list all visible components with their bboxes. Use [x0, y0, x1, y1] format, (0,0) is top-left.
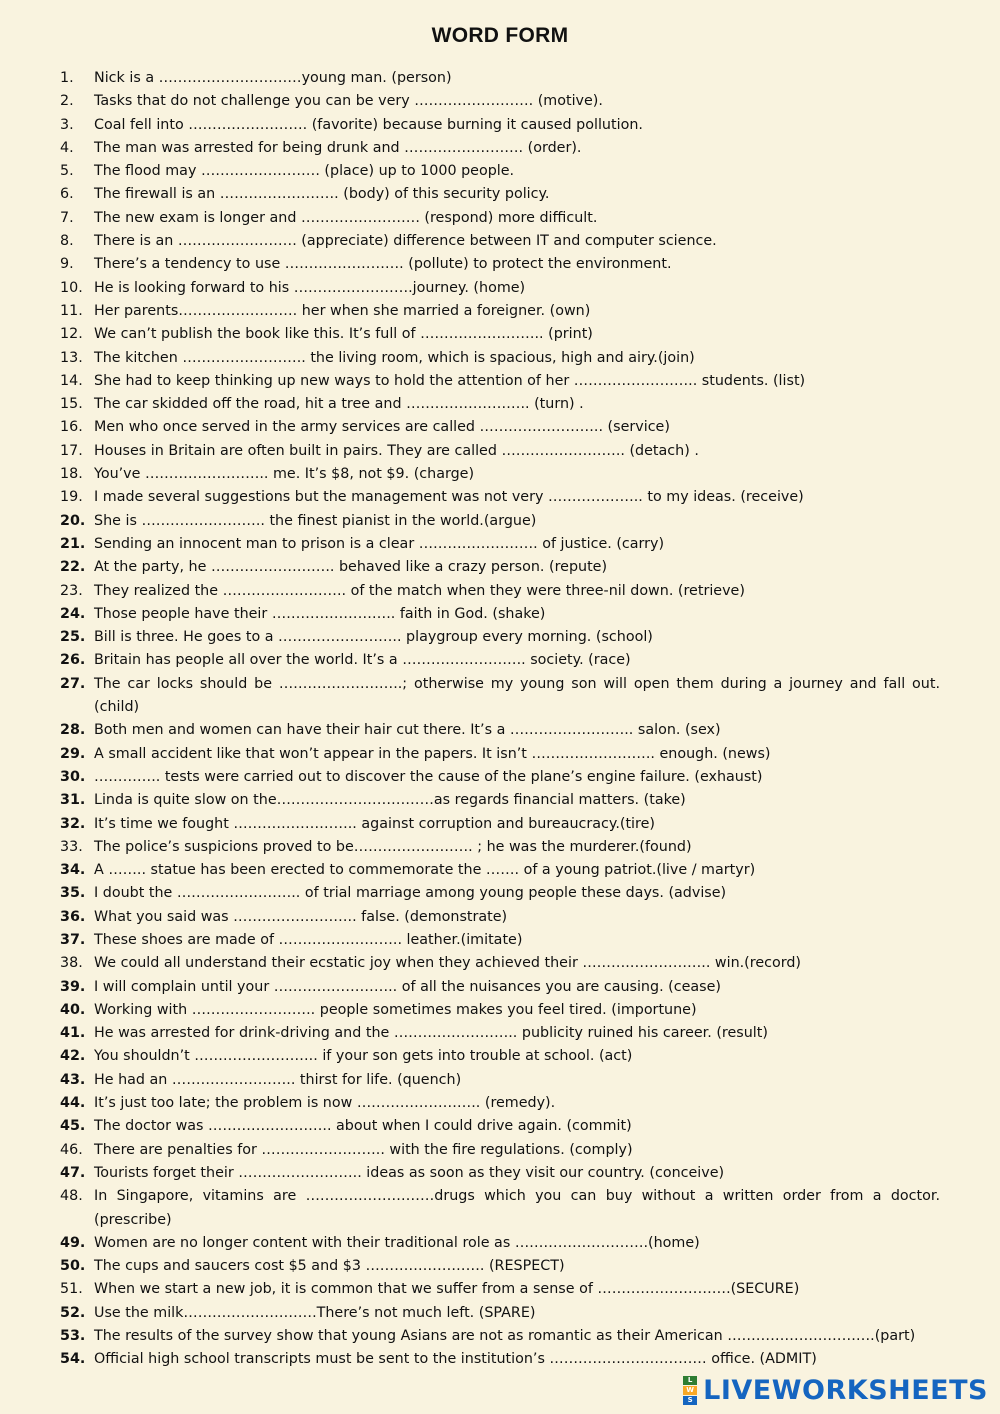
item-text: The cups and saucers cost $5 and $3 ……………………. (RESPECT)	[94, 1258, 565, 1275]
item-number: 37.	[60, 931, 86, 948]
list-item	[60, 952, 940, 975]
list-item	[60, 1255, 940, 1278]
list-item	[60, 160, 940, 183]
item-number: 44.	[60, 1095, 86, 1112]
item-number: 36.	[60, 908, 86, 925]
list-item	[60, 1022, 940, 1045]
item-number: 48.	[60, 1188, 83, 1205]
item-text: Official high school transcripts must be sent to the institution’s …………………………… office. (ADMIT)	[94, 1351, 817, 1368]
item-number: 30.	[60, 768, 86, 785]
list-item	[60, 1185, 940, 1232]
item-text: It’s just too late; the problem is now …………………….. (remedy).	[94, 1095, 556, 1112]
item-number: 1.	[60, 70, 74, 86]
item-text: Tourists forget their …………………….. ideas as soon as they visit our country. (conceive)	[94, 1164, 725, 1181]
item-text: Working with …………………….. people sometimes makes you feel tired. (importune)	[94, 1001, 697, 1018]
item-number: 8.	[60, 233, 74, 250]
page-title: WORD FORM	[431, 24, 569, 47]
list-item	[60, 1278, 940, 1301]
item-text: Coal fell into ……………………. (favorite) because burning it caused pollution.	[94, 116, 643, 133]
item-number: 35.	[60, 885, 86, 902]
list-item	[60, 207, 940, 230]
item-text: The man was arrested for being drunk and ……………………. (order).	[94, 139, 582, 156]
exercise-list	[60, 67, 940, 1372]
item-text: Britain has people all over the world. It’s a …………………….. society. (race)	[94, 652, 631, 669]
list-item	[60, 626, 940, 649]
list-item	[60, 673, 940, 720]
item-number: 51.	[60, 1281, 83, 1298]
list-item	[60, 486, 940, 509]
item-number: 49.	[60, 1234, 86, 1251]
list-item	[60, 1139, 940, 1162]
item-text: Sending an innocent man to prison is a clear ……………………. of justice. (carry)	[94, 535, 665, 552]
list-item	[60, 137, 940, 160]
item-number: 45.	[60, 1118, 86, 1135]
item-text: A …….. statue has been erected to commemorate the ……. of a young patriot.(live / martyr)	[94, 862, 756, 879]
list-item	[60, 580, 940, 603]
item-text: The car locks should be ……………………..; otherwise my young son will open them during a journey and fall out. (child)	[94, 675, 940, 716]
list-item	[60, 1069, 940, 1092]
item-text: Those people have their …………………….. faith in God. (shake)	[94, 605, 546, 622]
item-number: 5.	[60, 163, 74, 180]
item-number: 21.	[60, 535, 86, 552]
item-text: The doctor was …………………….. about when I could drive again. (commit)	[94, 1118, 632, 1135]
item-number: 25.	[60, 629, 86, 646]
list-item	[60, 1302, 940, 1325]
item-number: 6.	[60, 186, 74, 203]
item-number: 23.	[60, 582, 83, 599]
list-item	[60, 114, 940, 137]
list-item	[60, 556, 940, 579]
item-number: 20.	[60, 512, 86, 529]
list-item	[60, 323, 940, 346]
list-item	[60, 1325, 940, 1348]
item-text: The car skidded off the road, hit a tree and …………………….. (turn) .	[94, 396, 584, 413]
list-item	[60, 649, 940, 672]
item-number: 33.	[60, 838, 83, 855]
item-text: Linda is quite slow on the……………………………as regards financial matters. (take)	[94, 792, 686, 809]
list-item	[60, 719, 940, 742]
item-text: There is an ……………………. (appreciate) difference between IT and computer science.	[94, 233, 717, 250]
item-text: It’s time we fought …………………….. against corruption and bureaucracy.(tire)	[94, 815, 655, 832]
item-text: There are penalties for …………………….. with the fire regulations. (comply)	[94, 1141, 633, 1158]
item-number: 14.	[60, 372, 83, 389]
item-number: 17.	[60, 442, 83, 459]
item-number: 15.	[60, 396, 83, 413]
list-item	[60, 1232, 940, 1255]
item-text: Use the milk……………………….There’s not much left. (SPARE)	[94, 1304, 536, 1321]
item-text: Both men and women can have their hair cut there. It’s a …………………….. salon. (sex)	[94, 722, 721, 739]
item-number: 50.	[60, 1258, 86, 1275]
item-text: A small accident like that won’t appear in the papers. It isn’t …………………….. enough. (news)	[94, 745, 771, 762]
item-number: 39.	[60, 978, 86, 995]
item-text: Nick is a …………………………young man. (person)	[94, 70, 452, 86]
item-number: 9.	[60, 256, 74, 273]
item-text: Bill is three. He goes to a …………………….. playgroup every morning. (school)	[94, 629, 653, 646]
item-text: They realized the …………………….. of the match when they were three-nil down. (retrieve)	[94, 582, 745, 599]
item-number: 3.	[60, 116, 74, 133]
logo-icon-letter: W	[683, 1386, 697, 1395]
item-number: 24.	[60, 605, 86, 622]
item-text: The police’s suspicions proved to be……………………. ; he was the murderer.(found)	[94, 838, 692, 855]
item-number: 28.	[60, 722, 86, 739]
item-number: 12.	[60, 326, 83, 343]
list-item	[60, 882, 940, 905]
item-number: 11.	[60, 302, 83, 319]
item-number: 40.	[60, 1001, 86, 1018]
list-item	[60, 230, 940, 253]
item-text: You’ve …………………….. me. It’s $8, not $9. (charge)	[94, 466, 475, 483]
item-text: Tasks that do not challenge you can be very ……………………. (motive).	[94, 93, 603, 110]
list-item	[60, 440, 940, 463]
list-item	[60, 1115, 940, 1138]
list-item	[60, 1092, 940, 1115]
item-text: In Singapore, vitamins are ………………………drugs which you can buy without a written order from a doctor. (prescribe)	[94, 1188, 940, 1228]
liveworksheets-logo-icon	[683, 1376, 697, 1405]
item-number: 46.	[60, 1141, 83, 1158]
list-item	[60, 836, 940, 859]
list-item	[60, 533, 940, 556]
item-number: 4.	[60, 139, 74, 156]
item-number: 13.	[60, 349, 83, 366]
list-item	[60, 67, 940, 90]
item-text: ………….. tests were carried out to discover the cause of the plane’s engine failure. (exhaust)	[94, 768, 763, 785]
list-item	[60, 1045, 940, 1068]
list-item	[60, 90, 940, 113]
item-text: She is …………………….. the finest pianist in the world.(argue)	[94, 512, 537, 529]
item-text: Men who once served in the army services are called …………………….. (service)	[94, 419, 670, 436]
list-item	[60, 743, 940, 766]
item-number: 32.	[60, 815, 86, 832]
item-text: We could all understand their ecstatic joy when they achieved their ……….…………….. win.(record)	[94, 955, 802, 972]
list-item	[60, 766, 940, 789]
item-text: Her parents……………………. her when she married a foreigner. (own)	[94, 302, 591, 319]
list-item	[60, 300, 940, 323]
item-number: 7.	[60, 209, 74, 226]
item-number: 10.	[60, 279, 83, 296]
list-item	[60, 416, 940, 439]
item-text: You shouldn’t …………………….. if your son gets into trouble at school. (act)	[94, 1048, 633, 1065]
item-number: 16.	[60, 419, 83, 436]
list-item	[60, 183, 940, 206]
list-item	[60, 463, 940, 486]
item-text: He is looking forward to his …………………….journey. (home)	[94, 279, 526, 296]
item-number: 41.	[60, 1025, 86, 1042]
item-number: 26.	[60, 652, 86, 669]
item-text: I made several suggestions but the management was not very ……………….. to my ideas. (receive)	[94, 489, 804, 506]
item-text: He was arrested for drink-driving and the …………………….. publicity ruined his career. (result)	[94, 1025, 768, 1042]
item-number: 19.	[60, 489, 83, 506]
item-number: 53.	[60, 1328, 86, 1345]
item-text: The firewall is an ……………………. (body) of this security policy.	[94, 186, 550, 203]
item-number: 2.	[60, 93, 74, 110]
list-item	[60, 510, 940, 533]
item-number: 52.	[60, 1304, 86, 1321]
item-text: The flood may ……………………. (place) up to 1000 people.	[94, 163, 515, 180]
list-item	[60, 929, 940, 952]
list-item	[60, 277, 940, 300]
logo-text: LIVEWORKSHEETS	[703, 1375, 988, 1406]
item-number: 54.	[60, 1351, 86, 1368]
item-text: I doubt the …………………….. of trial marriage among young people these days. (advise)	[94, 885, 727, 902]
item-text: There’s a tendency to use ……………………. (pollute) to protect the environment.	[94, 256, 672, 273]
item-number: 18.	[60, 466, 83, 483]
item-text: These shoes are made of …………………….. leather.(imitate)	[94, 931, 523, 948]
footer-logo[interactable]	[683, 1375, 988, 1406]
item-number: 22.	[60, 559, 86, 576]
item-text: What you said was …………………….. false. (demonstrate)	[94, 908, 508, 925]
list-item	[60, 789, 940, 812]
list-item	[60, 603, 940, 626]
item-number: 43.	[60, 1071, 86, 1088]
logo-icon-letter: S	[683, 1396, 697, 1405]
list-item	[60, 1162, 940, 1185]
logo-icon-letter: L	[683, 1376, 697, 1385]
list-item	[60, 393, 940, 416]
item-text: At the party, he …………………….. behaved like a crazy person. (repute)	[94, 559, 608, 576]
list-item	[60, 253, 940, 276]
item-number: 31.	[60, 792, 86, 809]
item-number: 38.	[60, 955, 83, 972]
item-text: The kitchen …………………….. the living room, which is spacious, high and airy.(join)	[94, 349, 695, 366]
item-text: I will complain until your …………………….. of all the nuisances you are causing. (cease)	[94, 978, 721, 995]
list-item	[60, 1348, 940, 1371]
item-text: The new exam is longer and ……………………. (respond) more difficult.	[94, 209, 598, 226]
item-number: 42.	[60, 1048, 86, 1065]
item-text: She had to keep thinking up new ways to hold the attention of her …………………….. students. (list)	[94, 372, 806, 389]
list-item	[60, 370, 940, 393]
item-text: He had an …………………….. thirst for life. (quench)	[94, 1071, 462, 1088]
item-text: We can’t publish the book like this. It’s full of …………………….. (print)	[94, 326, 593, 343]
list-item	[60, 859, 940, 882]
item-number: 34.	[60, 862, 86, 879]
item-text: Houses in Britain are often built in pairs. They are called …………………….. (detach) .	[94, 442, 699, 459]
list-item	[60, 347, 940, 370]
item-number: 27.	[60, 675, 86, 692]
item-text: The results of the survey show that young Asians are not as romantic as their American ………………………….(part)	[94, 1328, 916, 1345]
list-item	[60, 906, 940, 929]
list-item	[60, 999, 940, 1022]
list-item	[60, 813, 940, 836]
list-item	[60, 976, 940, 999]
item-text: Women are no longer content with their traditional role as ……………………….(home)	[94, 1234, 700, 1251]
item-number: 47.	[60, 1164, 86, 1181]
item-text: When we start a new job, it is common that we suffer from a sense of ……………………….(SECURE)	[94, 1281, 800, 1298]
item-number: 29.	[60, 745, 86, 762]
